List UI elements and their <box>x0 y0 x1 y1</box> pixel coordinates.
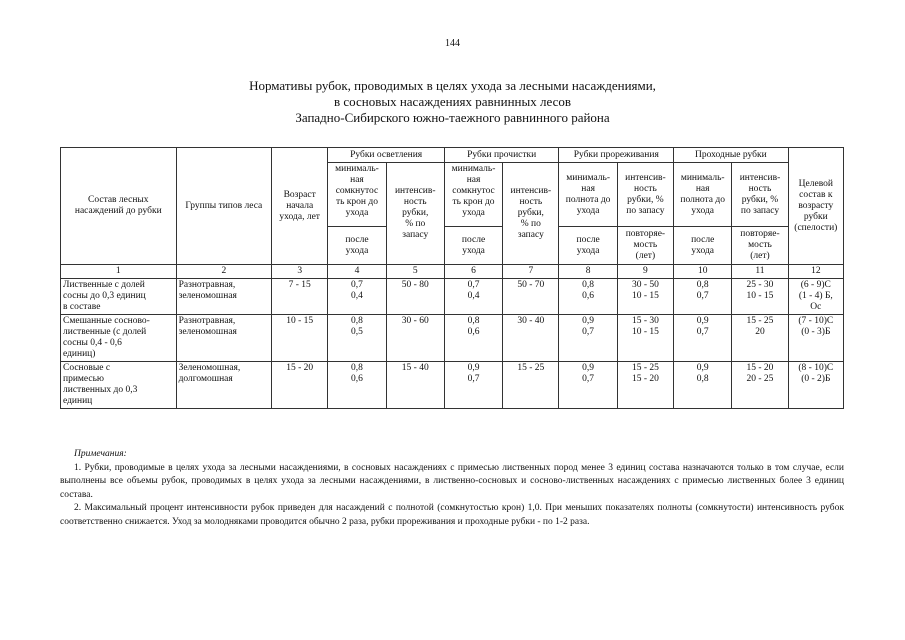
cell-value: 30 - 50 10 - 15 <box>617 279 673 315</box>
cell-value: 25 - 30 10 - 15 <box>732 279 788 315</box>
cell-composition: Смешанные сосново- лиственные (с долей сосны 0,4 - 0,6 единиц) <box>61 315 177 362</box>
header-after-care: после ухода <box>559 227 617 265</box>
header-repeatability: повторяе- мость (лет) <box>617 227 673 265</box>
cell-value: 0,8 0,6 <box>444 315 502 362</box>
cell-value: 15 - 25 <box>503 362 559 409</box>
cell-value: 0,8 0,5 <box>328 315 386 362</box>
cell-value: 0,9 0,7 <box>559 362 617 409</box>
cell-forest-types: Разнотравная, зеленомошная <box>176 315 271 362</box>
header-group: Рубки прочистки <box>444 148 559 163</box>
column-number: 2 <box>176 265 271 279</box>
cell-value: 0,9 0,7 <box>444 362 502 409</box>
column-number: 1 <box>61 265 177 279</box>
cell-value: 0,9 0,7 <box>674 315 732 362</box>
title-line: в сосновых насаждениях равнинных лесов <box>334 94 571 109</box>
cell-value: 0,9 0,8 <box>674 362 732 409</box>
header-composition: Состав лесных насаждений до рубки <box>61 148 177 265</box>
cell-forest-types: Зеленомошная, долгомошная <box>176 362 271 409</box>
cell-value: 50 - 80 <box>386 279 444 315</box>
header-intensity-stock: интенсив- ность рубки, % по запасу <box>617 163 673 227</box>
cell-value: 15 - 40 <box>386 362 444 409</box>
column-number: 11 <box>732 265 788 279</box>
cell-target: (8 - 10)С (0 - 2)Б <box>788 362 843 409</box>
header-after-care: после ухода <box>328 227 386 265</box>
cell-age: 7 - 15 <box>272 279 328 315</box>
cell-value: 30 - 40 <box>503 315 559 362</box>
cell-value: 15 - 25 15 - 20 <box>617 362 673 409</box>
cell-value: 15 - 20 20 - 25 <box>732 362 788 409</box>
column-number: 3 <box>272 265 328 279</box>
header-min-fullness: минималь- ная полнота до ухода <box>559 163 617 227</box>
column-number: 12 <box>788 265 843 279</box>
cell-value: 15 - 25 20 <box>732 315 788 362</box>
header-age: Возраст начала ухода, лет <box>272 148 328 265</box>
cell-target: (6 - 9)С (1 - 4) Б, Ос <box>788 279 843 315</box>
header-intensity-stock: интенсив- ность рубки, % по запасу <box>732 163 788 227</box>
title-line: Нормативы рубок, проводимых в целях ухода за лесными насаждениями, <box>249 78 656 93</box>
column-number: 4 <box>328 265 386 279</box>
page-number: 144 <box>445 38 460 49</box>
document-title <box>0 78 905 126</box>
cell-value: 0,9 0,7 <box>559 315 617 362</box>
title-line: Западно-Сибирского южно-таежного равнинного района <box>295 110 610 125</box>
notes-heading: Примечания: <box>74 449 127 459</box>
column-number: 10 <box>674 265 732 279</box>
header-group: Рубки осветления <box>328 148 445 163</box>
header-min-density: минималь- ная сомкнутос ть крон до ухода <box>444 163 502 227</box>
table-row <box>61 279 844 315</box>
header-forest-types: Группы типов леса <box>176 148 271 265</box>
header-target-composition: Целевой состав к возрасту рубки (спелости) <box>788 148 843 265</box>
column-number: 6 <box>444 265 502 279</box>
cell-value: 0,7 0,4 <box>444 279 502 315</box>
column-number: 7 <box>503 265 559 279</box>
cell-value: 30 - 60 <box>386 315 444 362</box>
column-number: 5 <box>386 265 444 279</box>
cell-value: 0,7 0,4 <box>328 279 386 315</box>
note-1: 1. Рубки, проводимые в целях ухода за лесными насаждениями, в сосновых насаждениях с примесью лиственных пород менее 3 единиц состава назначаются только в том случае, если выполнены все объемы рубок, проводимых в целях ухода за лесными насаждениями, в лиственно-сосновых и сосново-лиственных насаждениях с примесью лиственных более 3 единиц состава. <box>60 462 844 500</box>
cell-value: 0,8 0,6 <box>559 279 617 315</box>
note-2: 2. Максимальный процент интенсивности рубок приведен для насаждений с полнотой (сомкнутостью крон) 1,0. При меньших показателях полноты (сомкнутости) интенсивность рубок соответственно снижается. Уход за молодняками проводится обычно 2 раза, рубки прореживания и проходные рубки - по 1-2 раза. <box>60 503 844 527</box>
cell-composition: Сосновые с примесью лиственных до 0,3 единиц <box>61 362 177 409</box>
cell-value: 15 - 30 10 - 15 <box>617 315 673 362</box>
header-repeatability: повторяе- мость (лет) <box>732 227 788 265</box>
cell-age: 10 - 15 <box>272 315 328 362</box>
header-intensity: интенсив- ность рубки, % по запасу <box>386 163 444 265</box>
cell-age: 15 - 20 <box>272 362 328 409</box>
header-min-density: минималь- ная сомкнутос ть крон до ухода <box>328 163 386 227</box>
header-after-care: после ухода <box>444 227 502 265</box>
header-intensity: интенсив- ность рубки, % по запасу <box>503 163 559 265</box>
header-after-care: после ухода <box>674 227 732 265</box>
norms-table <box>60 147 844 409</box>
column-numbers-row <box>61 265 844 279</box>
column-number: 9 <box>617 265 673 279</box>
cell-value: 50 - 70 <box>503 279 559 315</box>
header-group: Рубки прореживания <box>559 148 674 163</box>
notes-section <box>60 448 844 529</box>
cell-value: 0,8 0,7 <box>674 279 732 315</box>
header-min-fullness: минималь- ная полнота до ухода <box>674 163 732 227</box>
column-number: 8 <box>559 265 617 279</box>
cell-value: 0,8 0,6 <box>328 362 386 409</box>
cell-target: (7 - 10)С (0 - 3)Б <box>788 315 843 362</box>
cell-forest-types: Разнотравная, зеленомошная <box>176 279 271 315</box>
table-row <box>61 362 844 409</box>
header-group: Проходные рубки <box>674 148 789 163</box>
cell-composition: Лиственные с долей сосны до 0,3 единиц в составе <box>61 279 177 315</box>
table-row <box>61 315 844 362</box>
